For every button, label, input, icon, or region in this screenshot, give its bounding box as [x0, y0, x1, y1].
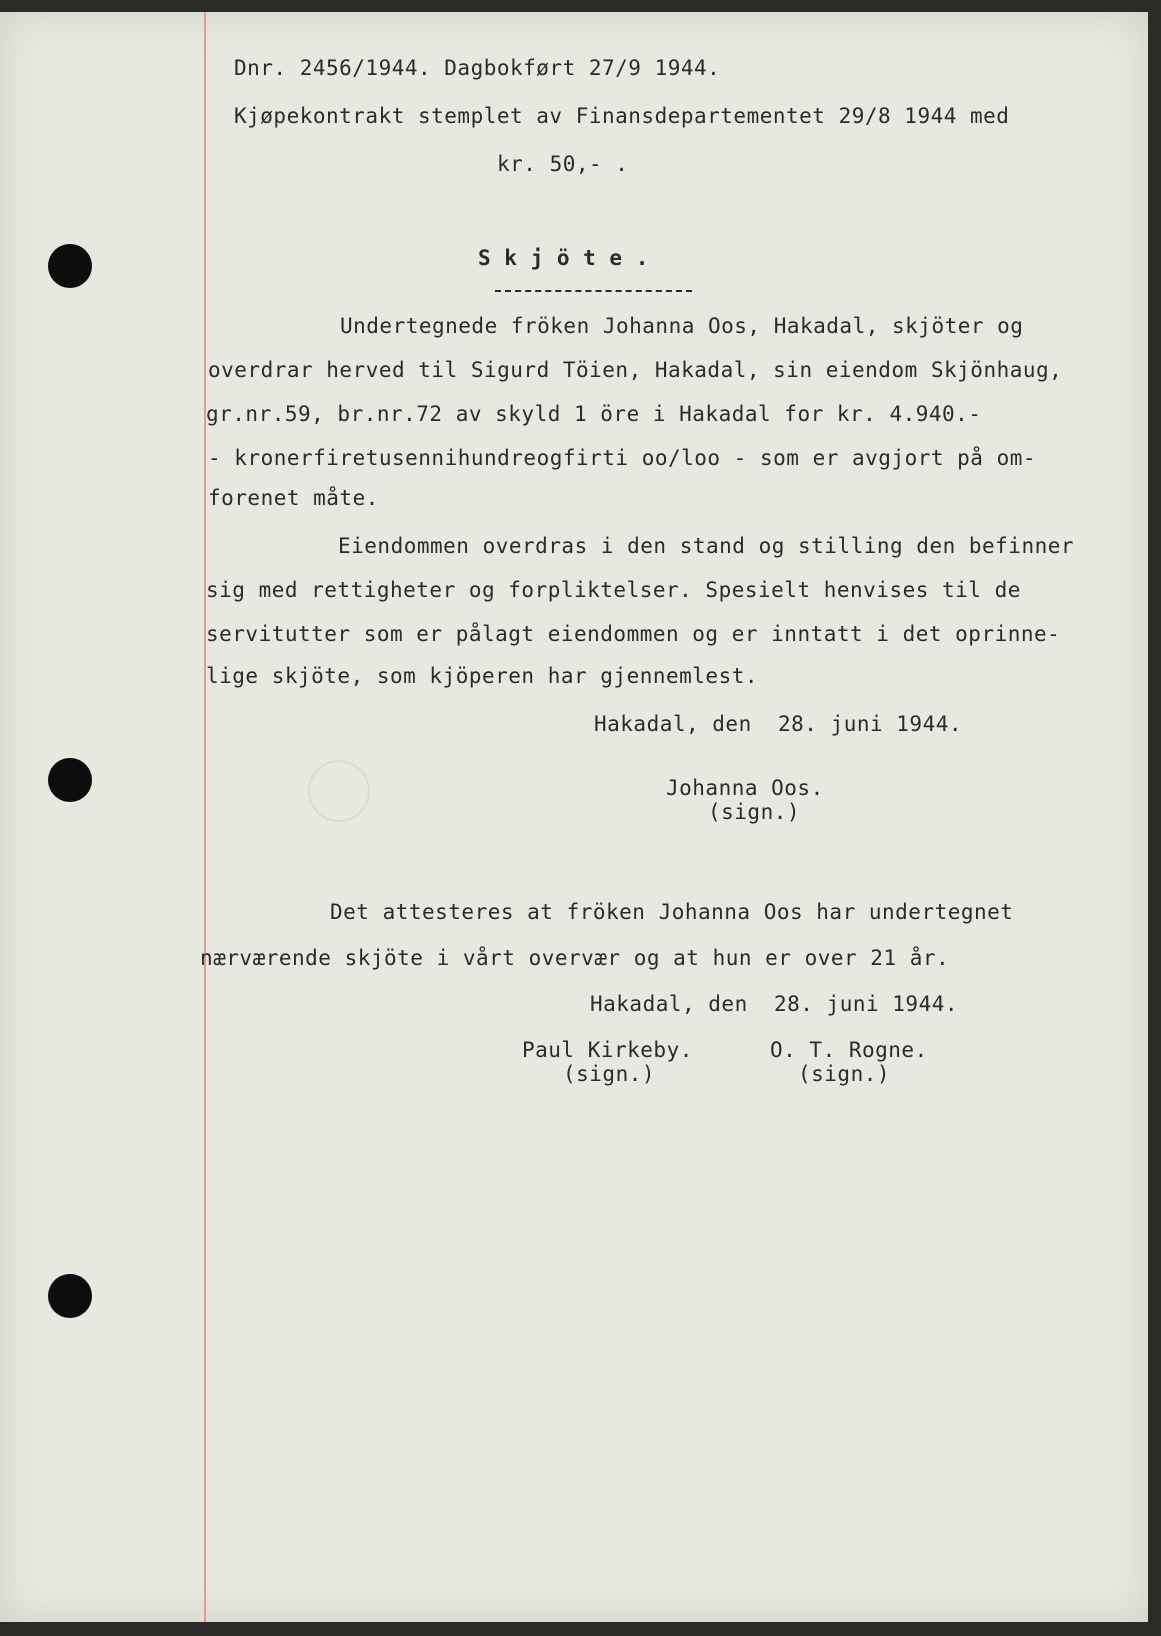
punch-hole-top	[48, 244, 92, 288]
header-registration: Dnr. 2456/1944. Dagbokført 27/9 1944.	[234, 56, 721, 80]
paragraph-line: lige skjöte, som kjöperen har gjennemlest.	[206, 664, 759, 688]
paragraph-line: servitutter som er pålagt eiendommen og er inntatt i det oprinne-	[206, 622, 1061, 646]
witness2-sign: (sign.)	[798, 1062, 891, 1086]
paragraph-line: gr.nr.59, br.nr.72 av skyld 1 öre i Hakadal for kr. 4.940.-	[206, 402, 982, 426]
witness2-name: O. T. Rogne.	[770, 1038, 928, 1062]
paragraph-line: overdrar herved til Sigurd Töien, Hakadal, sin eiendom Skjönhaug,	[208, 358, 1063, 382]
paragraph-line: - kronerfiretusennihundreogfirti oo/loo - som er avgjort på om-	[208, 446, 1037, 470]
punch-hole-bottom	[48, 1274, 92, 1318]
document-title: S k j ö t e .	[478, 246, 649, 270]
attestation-line: Det attesteres at fröken Johanna Oos har undertegnet	[330, 900, 1014, 924]
faint-stamp-circle	[308, 760, 370, 822]
header-contract: Kjøpekontrakt stemplet av Finansdepartementet 29/8 1944 med	[234, 104, 1010, 128]
signer-name: Johanna Oos.	[666, 776, 824, 800]
document-page	[0, 12, 1148, 1622]
witness1-sign: (sign.)	[563, 1062, 656, 1086]
signer-sign: (sign.)	[708, 800, 801, 824]
paragraph-line: sig med rettigheter og forpliktelser. Spesielt henvises til de	[206, 578, 1021, 602]
attestation-place-date: Hakadal, den 28. juni 1944.	[590, 992, 959, 1016]
attestation-line: nærværende skjöte i vårt overvær og at hun er over 21 år.	[200, 946, 950, 970]
place-date: Hakadal, den 28. juni 1944.	[594, 712, 963, 736]
paragraph-line: forenet måte.	[208, 486, 379, 510]
margin-line	[204, 12, 206, 1622]
title-underline	[495, 290, 692, 292]
witness1-name: Paul Kirkeby.	[522, 1038, 693, 1062]
header-fee: kr. 50,- .	[497, 152, 629, 176]
paragraph-line: Undertegnede fröken Johanna Oos, Hakadal, skjöter og	[340, 314, 1024, 338]
punch-hole-middle	[48, 758, 92, 802]
paragraph-line: Eiendommen overdras i den stand og stilling den befinner	[338, 534, 1075, 558]
